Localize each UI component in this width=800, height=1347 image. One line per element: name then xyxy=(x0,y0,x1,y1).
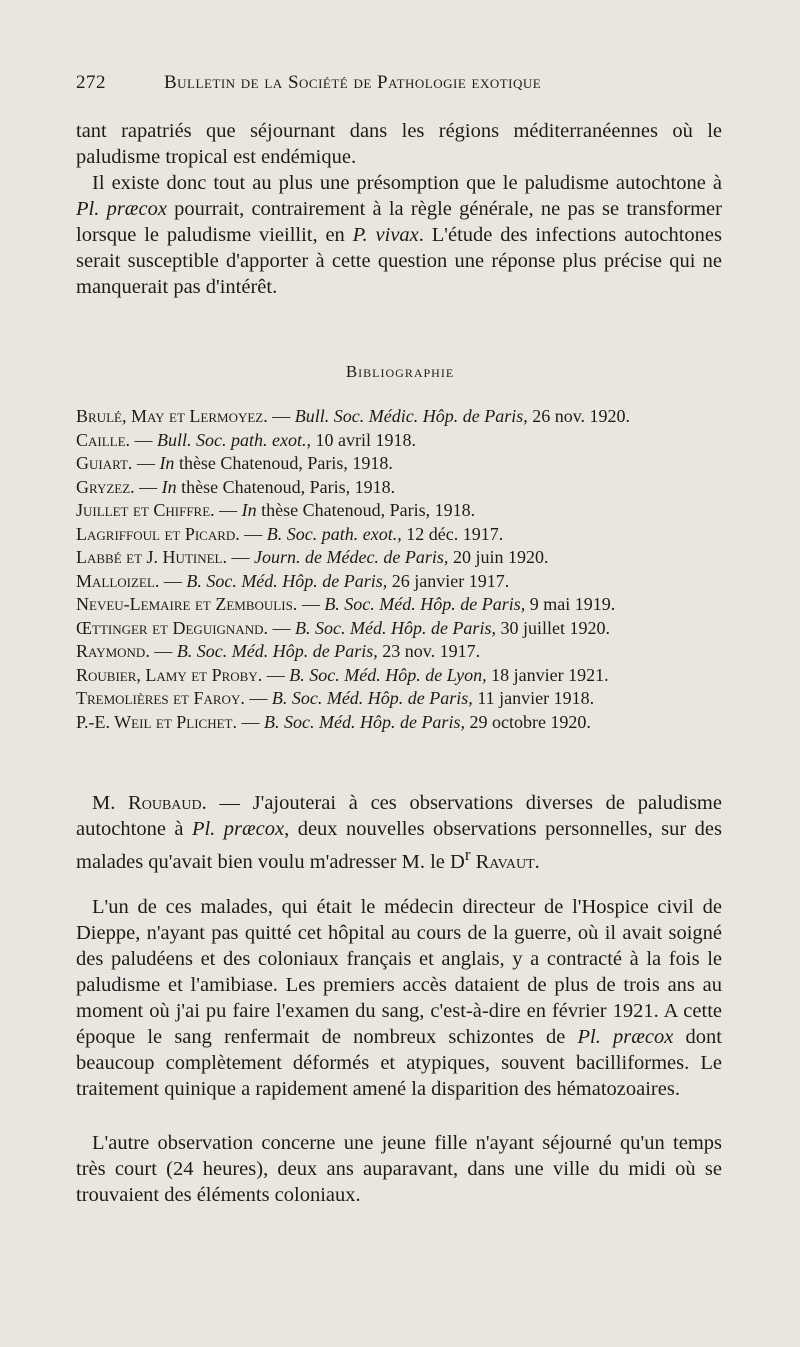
entry-separator: — xyxy=(239,523,267,544)
entry-date: 10 avril 1918. xyxy=(311,429,417,450)
entry-authors: Malloizel. xyxy=(76,570,160,591)
entry-date: 18 janvier 1921. xyxy=(486,664,609,685)
entry-authors: Roubier, Lamy et Proby. xyxy=(76,664,263,685)
text-segment: , deux nouvelles observations personnelles, sur des malades qu'avait bien voulu m'adresser M. le D xyxy=(76,818,722,873)
entry-journal: B. Soc. Méd. Hôp. de Paris, xyxy=(263,711,465,732)
page-number: 272 xyxy=(76,72,106,93)
entry-date: 12 déc. 1917. xyxy=(401,523,504,544)
paragraph-presumption xyxy=(76,170,722,300)
entry-authors: Neveu-Lemaire et Zemboulis. xyxy=(76,594,298,614)
bibliography-entry xyxy=(76,593,726,617)
entry-authors: Labbé et J. Hutinel. xyxy=(76,547,227,567)
bibliography-entry xyxy=(76,429,726,453)
bibliography-entry xyxy=(76,546,726,570)
text-segment: pourrait, contrairement à la règle générale, ne pas se transformer lorsque le paludisme vieillit, en xyxy=(76,198,722,246)
entry-date: 26 janvier 1917. xyxy=(387,570,510,591)
bibliography-entry xyxy=(76,640,726,664)
species-name: Pl. præcox xyxy=(191,818,285,840)
entry-authors: Lagriffoul et Picard. xyxy=(76,523,240,544)
text-segment: Il existe donc tout au plus une présomption que le paludisme autochtone à xyxy=(92,172,722,194)
bibliography-entry xyxy=(76,570,726,594)
entry-separator: — xyxy=(244,688,272,708)
entry-separator: — xyxy=(214,500,242,520)
entry-separator: — xyxy=(262,664,290,685)
person-name: Ravaut. xyxy=(470,850,540,873)
entry-journal: B. Soc. Méd. Hôp. de Lyon, xyxy=(289,664,487,685)
entry-date: thèse Chatenoud, Paris, 1918. xyxy=(176,476,396,497)
entry-date: 30 juillet 1920. xyxy=(495,617,610,638)
entry-separator: — xyxy=(267,617,295,638)
entry-authors: Brulé, May et Lermoyez. xyxy=(76,406,268,426)
entry-date: 9 mai 1919. xyxy=(525,594,616,614)
bibliography-entry xyxy=(76,617,726,641)
entry-authors: Juillet et Chiffre. xyxy=(76,500,215,520)
bibliography-entry xyxy=(76,499,726,523)
entry-separator: — xyxy=(297,594,325,614)
bibliography-heading: Bibliographie xyxy=(345,362,455,381)
entry-separator: — xyxy=(149,641,177,661)
entry-authors: Raymond. xyxy=(76,641,150,661)
entry-authors: Œttinger et Deguignand. xyxy=(76,617,268,638)
running-header xyxy=(76,72,726,94)
entry-journal: In xyxy=(161,476,177,497)
entry-authors: Caille. xyxy=(76,429,131,450)
entry-date: 29 octobre 1920. xyxy=(464,711,591,732)
entry-date: thèse Chatenoud, Paris, 1918. xyxy=(256,500,476,520)
text-segment: . L'étude des infections autochtones serait susceptible d'apporter à cette question une réponse plus précise qui ne manquerait pas d'intérêt. xyxy=(76,224,723,298)
text-segment: dont beaucoup complètement déformés et atypiques, souvent bacilliformes. Le traitement quinique a rapidement amené la disparition des hématozoaires. xyxy=(76,1026,722,1100)
bibliography-list xyxy=(76,405,726,734)
entry-journal: Journ. de Médec. de Paris, xyxy=(253,547,449,567)
entry-authors: Gryzez. xyxy=(76,476,135,497)
text-segment: — J'ajouterai à ces observations diverses de paludisme autochtone à xyxy=(76,792,722,840)
entry-date: 23 nov. 1917. xyxy=(377,641,481,661)
bibliography-entry xyxy=(76,476,726,500)
bibliography-entry xyxy=(76,405,726,429)
species-name: Pl. præcox xyxy=(577,1026,674,1048)
bibliography-entry xyxy=(76,452,726,476)
paragraph-continuation: tant rapatriés que séjournant dans les régions méditerranéennes où le paludisme tropical est endémique. xyxy=(76,120,722,168)
entry-journal: B. Soc. Méd. Hôp. de Paris, xyxy=(324,594,526,614)
bibliography-entry xyxy=(76,711,726,735)
entry-separator: — xyxy=(267,406,295,426)
entry-journal: In xyxy=(159,453,175,473)
paragraph-second-case: L'autre observation concerne une jeune fille n'ayant séjourné qu'un temps très court (24 heures), deux ans auparavant, dans une ville du midi où se trouvaient des éléments coloniaux. xyxy=(76,1132,722,1206)
entry-journal: Bull. Soc. path. exot., xyxy=(157,429,312,450)
paragraph-roubaud-intro xyxy=(76,790,722,875)
entry-authors: Guiart. xyxy=(76,453,133,473)
journal-title: Bulletin de la Société de Pathologie exotique xyxy=(164,72,542,93)
entry-authors: Tremolières et Faroy. xyxy=(76,688,245,708)
bibliography-entry xyxy=(76,523,726,547)
entry-separator: — xyxy=(159,570,187,591)
entry-date: thèse Chatenoud, Paris, 1918. xyxy=(174,453,393,473)
entry-separator: — xyxy=(236,711,264,732)
entry-journal: Bull. Soc. Médic. Hôp. de Paris, xyxy=(294,406,528,426)
bibliography-entry xyxy=(76,687,726,711)
entry-journal: B. Soc. Méd. Hôp. de Paris, xyxy=(186,570,388,591)
entry-separator: — xyxy=(132,453,160,473)
entry-journal: B. Soc. Méd. Hôp. de Paris, xyxy=(271,688,473,708)
superscript: r xyxy=(464,845,471,864)
speaker-name: M. Roubaud. xyxy=(92,792,207,814)
bibliography-entry xyxy=(76,664,726,688)
entry-date: 11 janvier 1918. xyxy=(472,688,595,708)
entry-date: 20 juin 1920. xyxy=(448,547,549,567)
entry-separator: — xyxy=(226,547,254,567)
species-name: Pl. præcox xyxy=(76,198,167,220)
entry-date: 26 nov. 1920. xyxy=(527,406,631,426)
entry-journal: In xyxy=(241,500,257,520)
entry-separator: — xyxy=(130,429,158,450)
text-segment: L'un de ces malades, qui était le médecin directeur de l'Hospice civil de Dieppe, n'ayant pas quitté cet hôpital au cours de la guerre, où il avait soigné des paludéens et des coloniaux français et anglais, y a contracté à la fois le paludisme et l'amibiase. Les premiers accès dataient de plus de trois ans au moment où j'ai pu faire l'examen du sang, c'est-à-dire en février 1921. A cette époque le sang renfermait de nombreux schizontes de xyxy=(76,896,722,1048)
entry-separator: — xyxy=(134,476,162,497)
entry-authors: P.-E. Weil et Plichet. xyxy=(76,711,237,732)
entry-journal: B. Soc. path. exot., xyxy=(266,523,402,544)
species-name: P. vivax xyxy=(352,224,419,246)
entry-journal: B. Soc. Méd. Hôp. de Paris, xyxy=(294,617,496,638)
paragraph-first-case xyxy=(76,894,722,1102)
entry-journal: B. Soc. Méd. Hôp. de Paris, xyxy=(176,641,378,661)
